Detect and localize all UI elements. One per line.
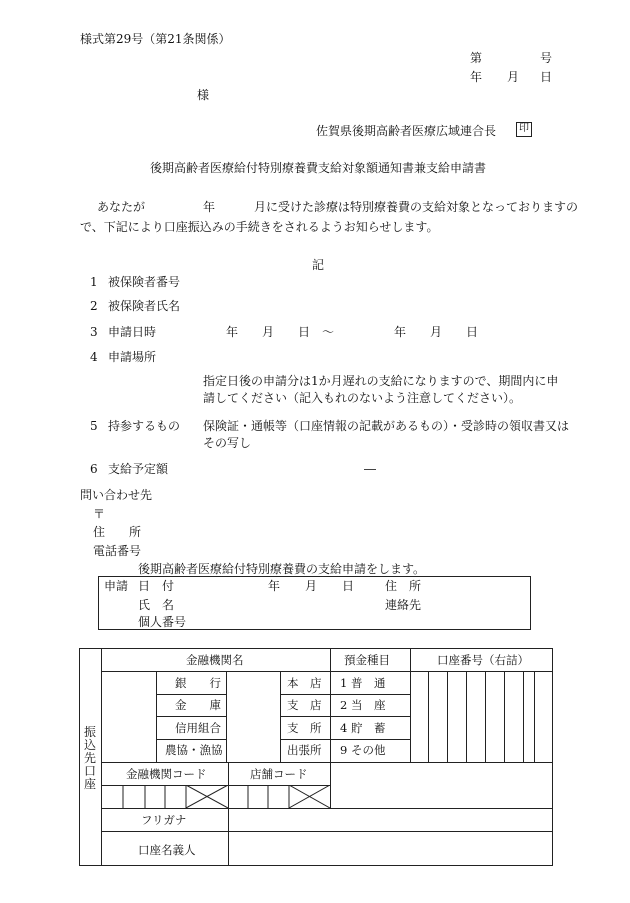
account-number-header: 口座番号（右詰） bbox=[437, 653, 529, 667]
contact-phone: 電話番号 bbox=[93, 544, 142, 558]
date-label: 日 付 bbox=[138, 579, 175, 593]
form-number: 様式第29号（第21条関係） bbox=[80, 32, 231, 46]
document-title: 後期高齢者医療給付特別療養費支給対象額通知書兼支給申請書 bbox=[150, 161, 487, 175]
account-holder-label: 口座名義人 bbox=[138, 843, 196, 857]
ki-heading: 記 bbox=[312, 258, 325, 272]
item-6-label: 支給予定額 bbox=[108, 462, 169, 476]
item-3-label: 申請日時 bbox=[108, 325, 157, 339]
branch-shiten[interactable]: 支 店 bbox=[287, 698, 322, 712]
intro-year: 年 bbox=[203, 200, 216, 214]
furigana-label: フリガナ bbox=[141, 813, 187, 827]
notice-line2: 請してください（記入もれのないよう注意してください）。 bbox=[203, 391, 522, 405]
branch-shucchojo[interactable]: 出張所 bbox=[287, 743, 322, 757]
app-contact-label[interactable]: 連絡先 bbox=[385, 598, 422, 612]
deposit-chochiku[interactable]: 4 貯 蓄 bbox=[340, 721, 386, 735]
notice-line1: 指定日後の申請分は1か月遅れの支給になりますので、期間内に申 bbox=[203, 374, 559, 388]
item-5-label: 持参するもの bbox=[108, 419, 181, 433]
type-shinyo-kumiai[interactable]: 信用組合 bbox=[175, 721, 221, 735]
type-kinko[interactable]: 金 庫 bbox=[175, 698, 221, 712]
contact-address: 住 所 bbox=[93, 525, 142, 539]
app-day: 日 bbox=[342, 579, 355, 593]
addressee-suffix: 様 bbox=[197, 88, 210, 102]
contact-title: 問い合わせ先 bbox=[80, 488, 153, 502]
item-2-label: 被保険者氏名 bbox=[108, 299, 181, 313]
applicant-label: 申請 bbox=[104, 579, 129, 593]
deposit-type-header: 預金種目 bbox=[344, 653, 390, 667]
item-6-num: 6 bbox=[90, 462, 98, 476]
deposit-other[interactable]: 9 その他 bbox=[340, 743, 386, 757]
item-2-num: 2 bbox=[90, 299, 98, 313]
institution-header: 金融機関名 bbox=[186, 653, 244, 667]
item-4-num: 4 bbox=[90, 350, 98, 364]
intro-lead: あなたが bbox=[97, 200, 146, 214]
type-nokyo-gyokyo[interactable]: 農協・漁協 bbox=[165, 743, 223, 757]
app-name-label[interactable]: 氏 名 bbox=[138, 598, 175, 612]
item-1-num: 1 bbox=[90, 275, 98, 289]
type-bank[interactable]: 銀 行 bbox=[175, 676, 221, 690]
deposit-toza[interactable]: 2 当 座 bbox=[340, 698, 386, 712]
code-boxes[interactable] bbox=[101, 785, 331, 808]
item-5-num: 5 bbox=[90, 419, 98, 433]
date-year: 年 bbox=[470, 70, 483, 84]
intro-rest2: で、下記により口座振込みの手続きをされるようお知らせします。 bbox=[80, 220, 439, 234]
deposit-futsu[interactable]: 1 普 通 bbox=[340, 676, 386, 690]
item-1-label: 被保険者番号 bbox=[108, 275, 181, 289]
contact-postal: 〒 bbox=[93, 507, 106, 521]
app-year: 年 bbox=[268, 579, 281, 593]
branch-shisho[interactable]: 支 所 bbox=[287, 721, 322, 735]
item-6-value: ― bbox=[364, 462, 376, 476]
seal-mark: 印 bbox=[516, 122, 532, 137]
date-day: 日 bbox=[540, 70, 553, 84]
item-5-value1: 保険証・通帳等（口座情報の記載があるもの）・受診時の領収書又は bbox=[203, 419, 570, 433]
item-3-value: 年 月 日 ～ 年 月 日 bbox=[226, 325, 479, 339]
bank-side-label: 振込先口座 bbox=[84, 725, 97, 791]
item-4-label: 申請場所 bbox=[108, 350, 157, 364]
doc-number-dai: 第 bbox=[470, 51, 483, 65]
item-5-value2: その写し bbox=[203, 436, 252, 450]
app-my-number-label[interactable]: 個人番号 bbox=[138, 615, 187, 629]
issuer-name: 佐賀県後期高齢者医療広域連合長 bbox=[316, 124, 497, 138]
application-statement: 後期高齢者医療給付特別療養費の支給申請をします。 bbox=[138, 562, 426, 576]
branch-honten[interactable]: 本 店 bbox=[287, 676, 322, 690]
intro-rest1: 月に受けた診療は特別療養費の支給対象となっておりますの bbox=[254, 200, 579, 214]
branch-code-label: 店舗コード bbox=[250, 767, 308, 781]
app-month: 月 bbox=[305, 579, 318, 593]
app-address-label[interactable]: 住 所 bbox=[385, 579, 422, 593]
item-3-num: 3 bbox=[90, 325, 98, 339]
bank-code-label: 金融機関コード bbox=[126, 767, 207, 781]
date-month: 月 bbox=[507, 70, 520, 84]
doc-number-go: 号 bbox=[540, 51, 553, 65]
